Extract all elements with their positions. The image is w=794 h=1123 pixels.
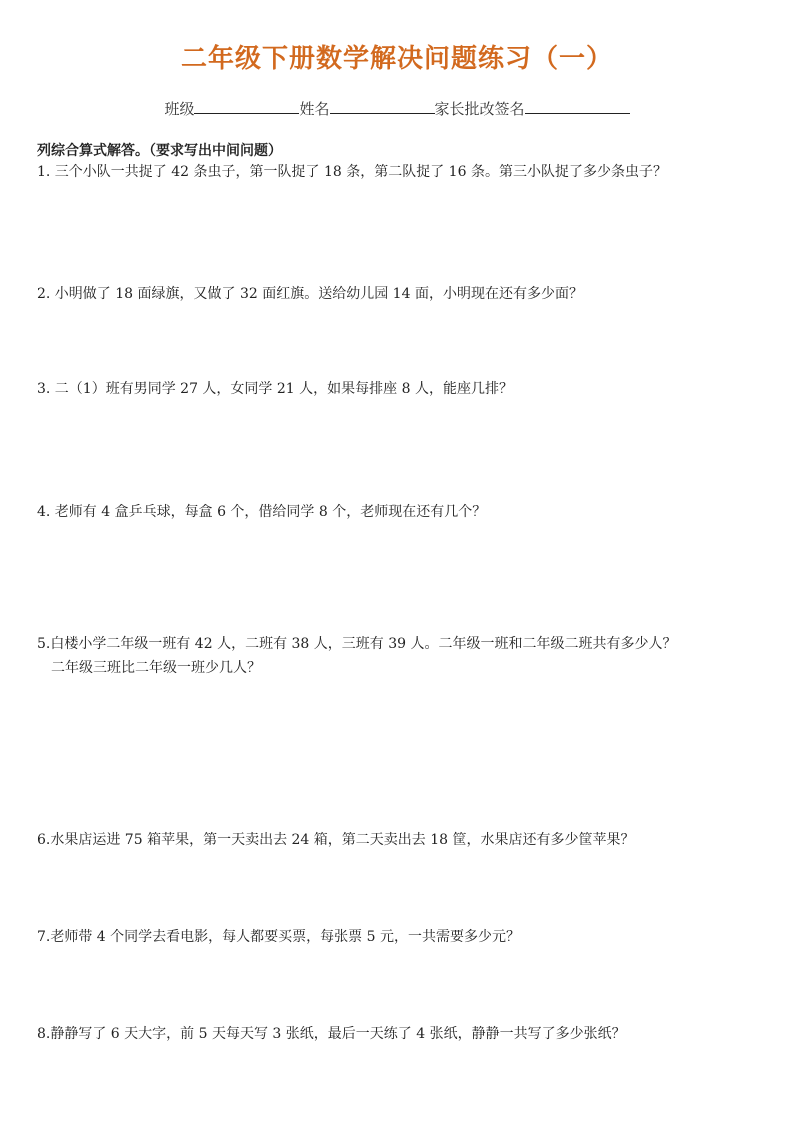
- parent-signature-label: 家长批改签名: [434, 100, 525, 118]
- page-title: 二年级下册数学解决问题练习（一）: [180, 44, 613, 74]
- question-2: [37, 282, 762, 306]
- name-blank-line: [330, 99, 435, 114]
- question-6: [37, 828, 762, 852]
- question-8: [37, 1022, 762, 1046]
- section-instruction: 列综合算式解答。（要求写出中间问题）: [37, 143, 282, 159]
- question-text: 4. 老师有 4 盒乒乓球，每盒 6 个，借给同学 8 个，老师现在还有几个？: [37, 504, 487, 520]
- question-1: [37, 160, 762, 184]
- question-5: [37, 632, 762, 680]
- parent-signature-blank-line: [525, 99, 630, 114]
- question-text: 7.老师带 4 个同学去看电影，每人都要买票，每张票 5 元，一共需要多少元？: [37, 929, 520, 945]
- class-label: 班级: [164, 100, 195, 118]
- question-text: 2. 小明做了 18 面绿旗，又做了 32 面红旗。送给幼儿园 14 面，小明现在还有多少面？: [37, 286, 583, 302]
- class-blank-line: [194, 99, 299, 114]
- question-text-continued: 二年级三班比二年级一班少几人？: [51, 660, 261, 676]
- student-info-row: [0, 98, 794, 119]
- question-7: [37, 925, 762, 949]
- question-text: 5.白楼小学二年级一班有 42 人，二班有 38 人，三班有 39 人。二年级一班和二年级二班共有多少人？: [37, 636, 677, 652]
- name-label: 姓名: [299, 100, 330, 118]
- question-text: 6.水果店运进 75 箱苹果，第一天卖出去 24 箱，第二天卖出去 18 筐，水果店还有多少筐苹果？: [37, 832, 635, 848]
- question-text: 3. 二（1）班有男同学 27 人，女同学 21 人，如果每排座 8 人，能座几排？: [37, 381, 513, 397]
- question-text: 1. 三个小队一共捉了 42 条虫子，第一队捉了 18 条，第二队捉了 16 条。第三小队捉了多少条虫子？: [37, 164, 667, 180]
- question-4: [37, 500, 762, 524]
- question-3: [37, 377, 762, 401]
- question-text: 8.静静写了 6 天大字，前 5 天每天写 3 张纸，最后一天练了 4 张纸，静静一共写了多少张纸？: [37, 1026, 626, 1042]
